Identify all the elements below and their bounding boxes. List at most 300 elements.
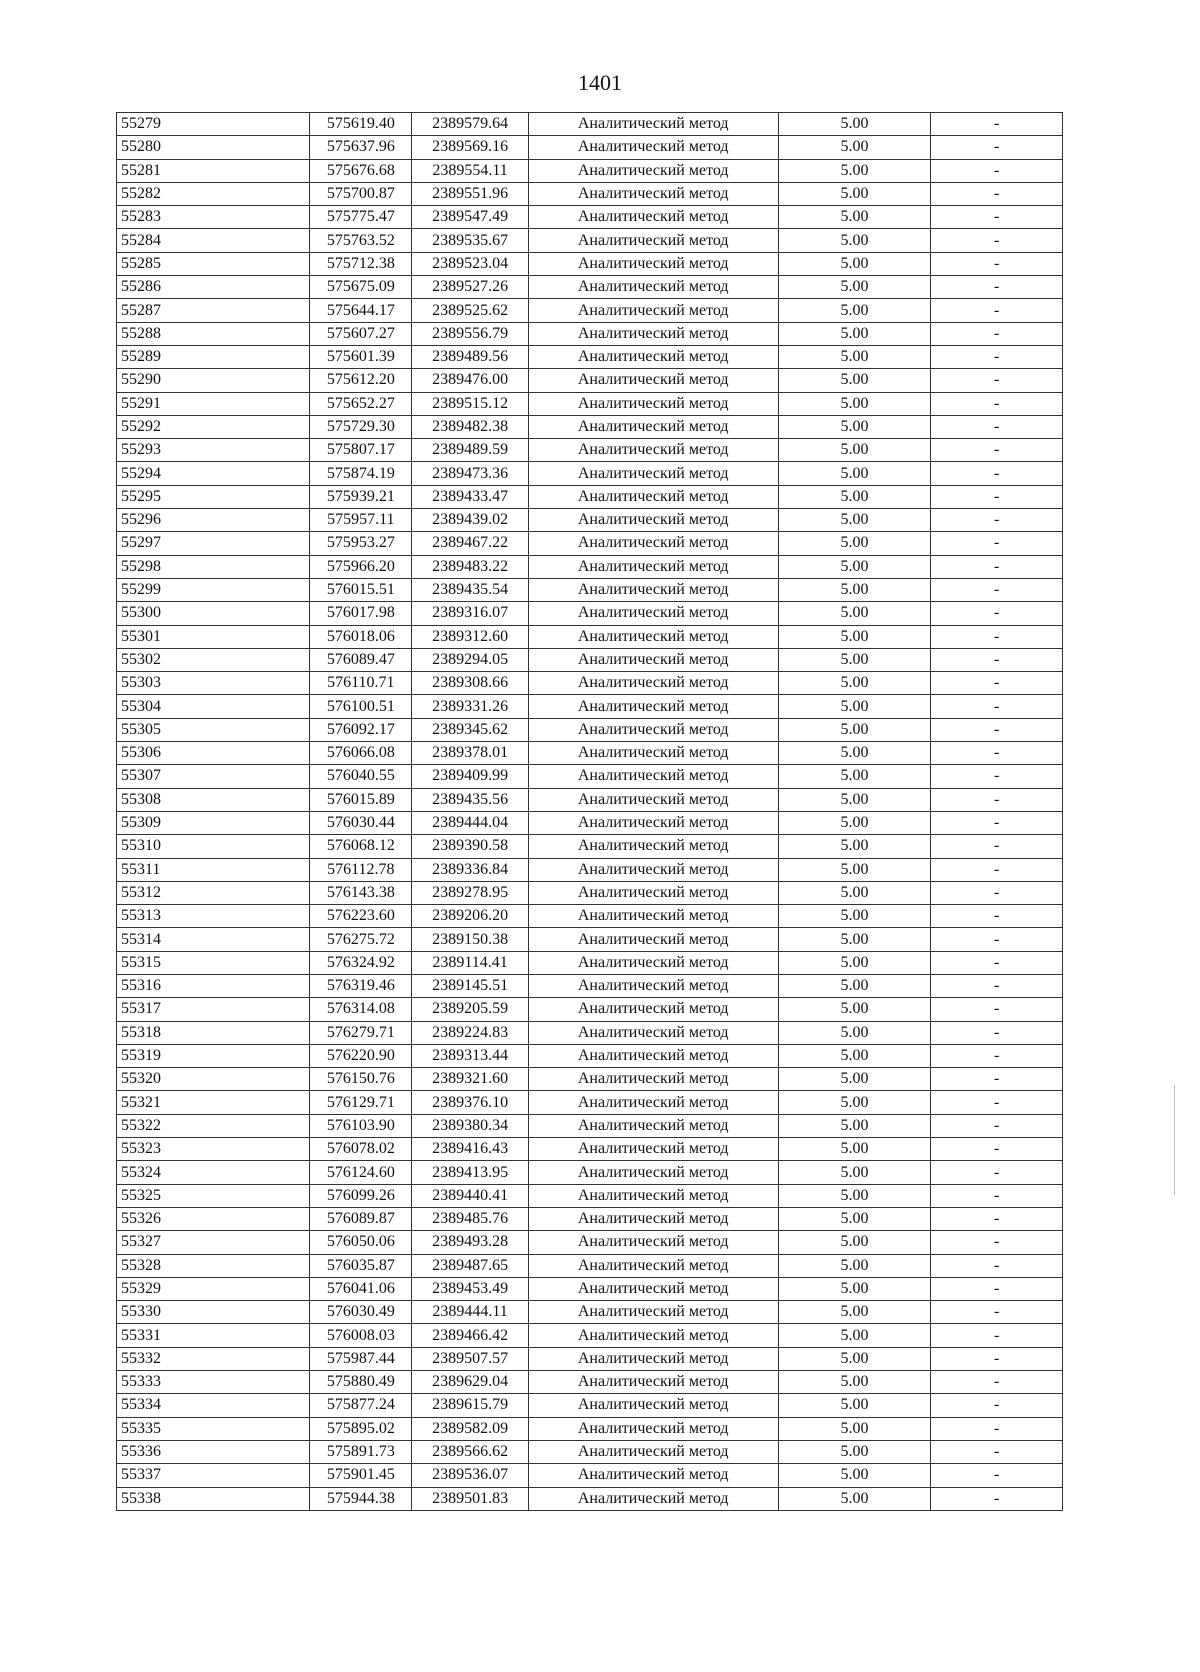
dash-cell: - [931,1184,1063,1207]
x-coordinate-cell: 576103.90 [310,1114,412,1137]
point-id-cell: 55324 [117,1161,310,1184]
table-row [117,648,1063,671]
value-cell: 5.00 [778,578,931,601]
dash-cell: - [931,1161,1063,1184]
point-id-cell: 55305 [117,718,310,741]
point-id-cell: 55317 [117,998,310,1021]
method-cell: Аналитический метод [528,392,778,415]
method-cell: Аналитический метод [528,1440,778,1463]
table-row [117,509,1063,532]
y-coordinate-cell: 2389409.99 [412,765,528,788]
table-row [117,974,1063,997]
dash-cell: - [931,1347,1063,1370]
y-coordinate-cell: 2389487.65 [412,1254,528,1277]
point-id-cell: 55331 [117,1324,310,1347]
method-cell: Аналитический метод [528,252,778,275]
value-cell: 5.00 [778,415,931,438]
y-coordinate-cell: 2389489.59 [412,439,528,462]
dash-cell: - [931,998,1063,1021]
value-cell: 5.00 [778,1161,931,1184]
dash-cell: - [931,322,1063,345]
value-cell: 5.00 [778,229,931,252]
table-row [117,695,1063,718]
method-cell: Аналитический метод [528,1091,778,1114]
point-id-cell: 55321 [117,1091,310,1114]
y-coordinate-cell: 2389444.04 [412,811,528,834]
y-coordinate-cell: 2389336.84 [412,858,528,881]
dash-cell: - [931,345,1063,368]
y-coordinate-cell: 2389380.34 [412,1114,528,1137]
x-coordinate-cell: 575637.96 [310,136,412,159]
method-cell: Аналитический метод [528,182,778,205]
table-row [117,1021,1063,1044]
table-row [117,1254,1063,1277]
dash-cell: - [931,1091,1063,1114]
point-id-cell: 55327 [117,1231,310,1254]
dash-cell: - [931,718,1063,741]
dash-cell: - [931,1068,1063,1091]
method-cell: Аналитический метод [528,835,778,858]
point-id-cell: 55313 [117,905,310,928]
value-cell: 5.00 [778,439,931,462]
x-coordinate-cell: 575652.27 [310,392,412,415]
method-cell: Аналитический метод [528,136,778,159]
table-row [117,881,1063,904]
x-coordinate-cell: 575729.30 [310,415,412,438]
dash-cell: - [931,858,1063,881]
method-cell: Аналитический метод [528,974,778,997]
x-coordinate-cell: 576319.46 [310,974,412,997]
y-coordinate-cell: 2389440.41 [412,1184,528,1207]
method-cell: Аналитический метод [528,648,778,671]
method-cell: Аналитический метод [528,1114,778,1137]
value-cell: 5.00 [778,182,931,205]
y-coordinate-cell: 2389629.04 [412,1371,528,1394]
point-id-cell: 55296 [117,509,310,532]
y-coordinate-cell: 2389551.96 [412,182,528,205]
point-id-cell: 55303 [117,672,310,695]
point-id-cell: 55302 [117,648,310,671]
point-id-cell: 55299 [117,578,310,601]
table-row [117,1138,1063,1161]
method-cell: Аналитический метод [528,695,778,718]
y-coordinate-cell: 2389535.67 [412,229,528,252]
value-cell: 5.00 [778,1021,931,1044]
x-coordinate-cell: 575675.09 [310,276,412,299]
y-coordinate-cell: 2389569.16 [412,136,528,159]
method-cell: Аналитический метод [528,532,778,555]
table-row [117,1347,1063,1370]
dash-cell: - [931,1417,1063,1440]
value-cell: 5.00 [778,742,931,765]
x-coordinate-cell: 576099.26 [310,1184,412,1207]
y-coordinate-cell: 2389433.47 [412,485,528,508]
x-coordinate-cell: 575939.21 [310,485,412,508]
method-cell: Аналитический метод [528,369,778,392]
y-coordinate-cell: 2389507.57 [412,1347,528,1370]
x-coordinate-cell: 576223.60 [310,905,412,928]
dash-cell: - [931,113,1063,136]
y-coordinate-cell: 2389536.07 [412,1464,528,1487]
y-coordinate-cell: 2389114.41 [412,951,528,974]
y-coordinate-cell: 2389439.02 [412,509,528,532]
table-row [117,1044,1063,1067]
value-cell: 5.00 [778,1394,931,1417]
table-body [117,113,1063,1511]
table-row [117,1417,1063,1440]
x-coordinate-cell: 575807.17 [310,439,412,462]
table-row [117,1161,1063,1184]
table-row [117,1487,1063,1510]
method-cell: Аналитический метод [528,1044,778,1067]
x-coordinate-cell: 575877.24 [310,1394,412,1417]
table-row [117,765,1063,788]
table-row [117,532,1063,555]
method-cell: Аналитический метод [528,905,778,928]
y-coordinate-cell: 2389467.22 [412,532,528,555]
y-coordinate-cell: 2389489.56 [412,345,528,368]
dash-cell: - [931,1324,1063,1347]
table-row [117,718,1063,741]
value-cell: 5.00 [778,555,931,578]
point-id-cell: 55335 [117,1417,310,1440]
table-row [117,1301,1063,1324]
x-coordinate-cell: 575763.52 [310,229,412,252]
dash-cell: - [931,951,1063,974]
dash-cell: - [931,1277,1063,1300]
y-coordinate-cell: 2389376.10 [412,1091,528,1114]
method-cell: Аналитический метод [528,998,778,1021]
x-coordinate-cell: 575957.11 [310,509,412,532]
x-coordinate-cell: 576066.08 [310,742,412,765]
table-row [117,858,1063,881]
table-row [117,392,1063,415]
point-id-cell: 55279 [117,113,310,136]
y-coordinate-cell: 2389501.83 [412,1487,528,1510]
value-cell: 5.00 [778,299,931,322]
dash-cell: - [931,1371,1063,1394]
y-coordinate-cell: 2389313.44 [412,1044,528,1067]
x-coordinate-cell: 575644.17 [310,299,412,322]
point-id-cell: 55312 [117,881,310,904]
method-cell: Аналитический метод [528,1277,778,1300]
table-row [117,1091,1063,1114]
dash-cell: - [931,206,1063,229]
table-row [117,322,1063,345]
x-coordinate-cell: 576041.06 [310,1277,412,1300]
x-coordinate-cell: 576089.47 [310,648,412,671]
dash-cell: - [931,276,1063,299]
point-id-cell: 55326 [117,1207,310,1230]
value-cell: 5.00 [778,974,931,997]
point-id-cell: 55281 [117,159,310,182]
method-cell: Аналитический метод [528,322,778,345]
dash-cell: - [931,905,1063,928]
x-coordinate-cell: 576110.71 [310,672,412,695]
method-cell: Аналитический метод [528,1464,778,1487]
method-cell: Аналитический метод [528,742,778,765]
point-id-cell: 55287 [117,299,310,322]
point-id-cell: 55325 [117,1184,310,1207]
dash-cell: - [931,928,1063,951]
value-cell: 5.00 [778,1417,931,1440]
method-cell: Аналитический метод [528,928,778,951]
dash-cell: - [931,462,1063,485]
table-row [117,788,1063,811]
dash-cell: - [931,509,1063,532]
table-row [117,1231,1063,1254]
y-coordinate-cell: 2389312.60 [412,625,528,648]
table-row [117,672,1063,695]
table-row [117,159,1063,182]
scan-artifact-line [1174,1085,1175,1195]
y-coordinate-cell: 2389150.38 [412,928,528,951]
y-coordinate-cell: 2389493.28 [412,1231,528,1254]
table-row [117,951,1063,974]
value-cell: 5.00 [778,1324,931,1347]
y-coordinate-cell: 2389482.38 [412,415,528,438]
value-cell: 5.00 [778,718,931,741]
x-coordinate-cell: 576017.98 [310,602,412,625]
value-cell: 5.00 [778,1114,931,1137]
y-coordinate-cell: 2389483.22 [412,555,528,578]
method-cell: Аналитический метод [528,439,778,462]
table-row [117,462,1063,485]
method-cell: Аналитический метод [528,672,778,695]
y-coordinate-cell: 2389224.83 [412,1021,528,1044]
dash-cell: - [931,1254,1063,1277]
point-id-cell: 55323 [117,1138,310,1161]
point-id-cell: 55280 [117,136,310,159]
method-cell: Аналитический метод [528,1184,778,1207]
point-id-cell: 55334 [117,1394,310,1417]
dash-cell: - [931,555,1063,578]
value-cell: 5.00 [778,1487,931,1510]
point-id-cell: 55289 [117,345,310,368]
method-cell: Аналитический метод [528,951,778,974]
method-cell: Аналитический метод [528,1021,778,1044]
x-coordinate-cell: 576030.49 [310,1301,412,1324]
x-coordinate-cell: 575607.27 [310,322,412,345]
x-coordinate-cell: 576324.92 [310,951,412,974]
x-coordinate-cell: 576035.87 [310,1254,412,1277]
dash-cell: - [931,1394,1063,1417]
dash-cell: - [931,788,1063,811]
dash-cell: - [931,369,1063,392]
y-coordinate-cell: 2389378.01 [412,742,528,765]
point-id-cell: 55308 [117,788,310,811]
y-coordinate-cell: 2389554.11 [412,159,528,182]
method-cell: Аналитический метод [528,788,778,811]
method-cell: Аналитический метод [528,159,778,182]
x-coordinate-cell: 575953.27 [310,532,412,555]
point-id-cell: 55300 [117,602,310,625]
value-cell: 5.00 [778,1347,931,1370]
x-coordinate-cell: 576314.08 [310,998,412,1021]
point-id-cell: 55337 [117,1464,310,1487]
table-row [117,439,1063,462]
method-cell: Аналитический метод [528,206,778,229]
point-id-cell: 55288 [117,322,310,345]
value-cell: 5.00 [778,1184,931,1207]
value-cell: 5.00 [778,1301,931,1324]
table-row [117,602,1063,625]
point-id-cell: 55310 [117,835,310,858]
value-cell: 5.00 [778,1277,931,1300]
method-cell: Аналитический метод [528,1068,778,1091]
x-coordinate-cell: 576015.51 [310,578,412,601]
dash-cell: - [931,439,1063,462]
x-coordinate-cell: 576068.12 [310,835,412,858]
dash-cell: - [931,672,1063,695]
table-row [117,229,1063,252]
dash-cell: - [931,1301,1063,1324]
method-cell: Аналитический метод [528,578,778,601]
y-coordinate-cell: 2389579.64 [412,113,528,136]
x-coordinate-cell: 576129.71 [310,1091,412,1114]
dash-cell: - [931,625,1063,648]
point-id-cell: 55298 [117,555,310,578]
x-coordinate-cell: 576018.06 [310,625,412,648]
y-coordinate-cell: 2389278.95 [412,881,528,904]
table-row [117,1394,1063,1417]
dash-cell: - [931,415,1063,438]
x-coordinate-cell: 576092.17 [310,718,412,741]
x-coordinate-cell: 576100.51 [310,695,412,718]
x-coordinate-cell: 575619.40 [310,113,412,136]
dash-cell: - [931,299,1063,322]
value-cell: 5.00 [778,485,931,508]
value-cell: 5.00 [778,532,931,555]
point-id-cell: 55283 [117,206,310,229]
method-cell: Аналитический метод [528,1254,778,1277]
table-row [117,182,1063,205]
point-id-cell: 55338 [117,1487,310,1510]
method-cell: Аналитический метод [528,509,778,532]
dash-cell: - [931,881,1063,904]
table-row [117,1277,1063,1300]
dash-cell: - [931,1114,1063,1137]
method-cell: Аналитический метод [528,299,778,322]
x-coordinate-cell: 576275.72 [310,928,412,951]
value-cell: 5.00 [778,159,931,182]
value-cell: 5.00 [778,276,931,299]
table-row [117,415,1063,438]
method-cell: Аналитический метод [528,765,778,788]
value-cell: 5.00 [778,765,931,788]
dash-cell: - [931,159,1063,182]
table-row [117,206,1063,229]
dash-cell: - [931,392,1063,415]
method-cell: Аналитический метод [528,625,778,648]
point-id-cell: 55290 [117,369,310,392]
table-row [117,742,1063,765]
y-coordinate-cell: 2389205.59 [412,998,528,1021]
dash-cell: - [931,229,1063,252]
value-cell: 5.00 [778,648,931,671]
x-coordinate-cell: 576008.03 [310,1324,412,1347]
x-coordinate-cell: 575874.19 [310,462,412,485]
point-id-cell: 55315 [117,951,310,974]
dash-cell: - [931,811,1063,834]
x-coordinate-cell: 576030.44 [310,811,412,834]
method-cell: Аналитический метод [528,555,778,578]
dash-cell: - [931,1440,1063,1463]
method-cell: Аналитический метод [528,462,778,485]
value-cell: 5.00 [778,113,931,136]
x-coordinate-cell: 575601.39 [310,345,412,368]
method-cell: Аналитический метод [528,229,778,252]
x-coordinate-cell: 576112.78 [310,858,412,881]
value-cell: 5.00 [778,369,931,392]
y-coordinate-cell: 2389321.60 [412,1068,528,1091]
y-coordinate-cell: 2389615.79 [412,1394,528,1417]
y-coordinate-cell: 2389547.49 [412,206,528,229]
method-cell: Аналитический метод [528,1487,778,1510]
point-id-cell: 55336 [117,1440,310,1463]
value-cell: 5.00 [778,951,931,974]
value-cell: 5.00 [778,345,931,368]
dash-cell: - [931,485,1063,508]
x-coordinate-cell: 575700.87 [310,182,412,205]
method-cell: Аналитический метод [528,1231,778,1254]
point-id-cell: 55304 [117,695,310,718]
method-cell: Аналитический метод [528,113,778,136]
table-row [117,136,1063,159]
method-cell: Аналитический метод [528,811,778,834]
value-cell: 5.00 [778,206,931,229]
dash-cell: - [931,136,1063,159]
value-cell: 5.00 [778,252,931,275]
dash-cell: - [931,1021,1063,1044]
value-cell: 5.00 [778,788,931,811]
value-cell: 5.00 [778,1440,931,1463]
table-row [117,369,1063,392]
value-cell: 5.00 [778,1464,931,1487]
x-coordinate-cell: 576150.76 [310,1068,412,1091]
value-cell: 5.00 [778,928,931,951]
value-cell: 5.00 [778,1068,931,1091]
table-row [117,252,1063,275]
x-coordinate-cell: 576279.71 [310,1021,412,1044]
dash-cell: - [931,578,1063,601]
point-id-cell: 55329 [117,1277,310,1300]
point-id-cell: 55314 [117,928,310,951]
x-coordinate-cell: 576220.90 [310,1044,412,1067]
value-cell: 5.00 [778,695,931,718]
method-cell: Аналитический метод [528,1347,778,1370]
value-cell: 5.00 [778,1091,931,1114]
table-row [117,928,1063,951]
value-cell: 5.00 [778,1044,931,1067]
point-id-cell: 55320 [117,1068,310,1091]
point-id-cell: 55311 [117,858,310,881]
method-cell: Аналитический метод [528,1394,778,1417]
point-id-cell: 55318 [117,1021,310,1044]
point-id-cell: 55309 [117,811,310,834]
dash-cell: - [931,1231,1063,1254]
y-coordinate-cell: 2389525.62 [412,299,528,322]
method-cell: Аналитический метод [528,1324,778,1347]
value-cell: 5.00 [778,1231,931,1254]
point-id-cell: 55332 [117,1347,310,1370]
y-coordinate-cell: 2389485.76 [412,1207,528,1230]
table-row [117,1114,1063,1137]
table-row [117,1371,1063,1394]
method-cell: Аналитический метод [528,858,778,881]
coordinates-table [116,112,1063,1511]
table-row [117,811,1063,834]
